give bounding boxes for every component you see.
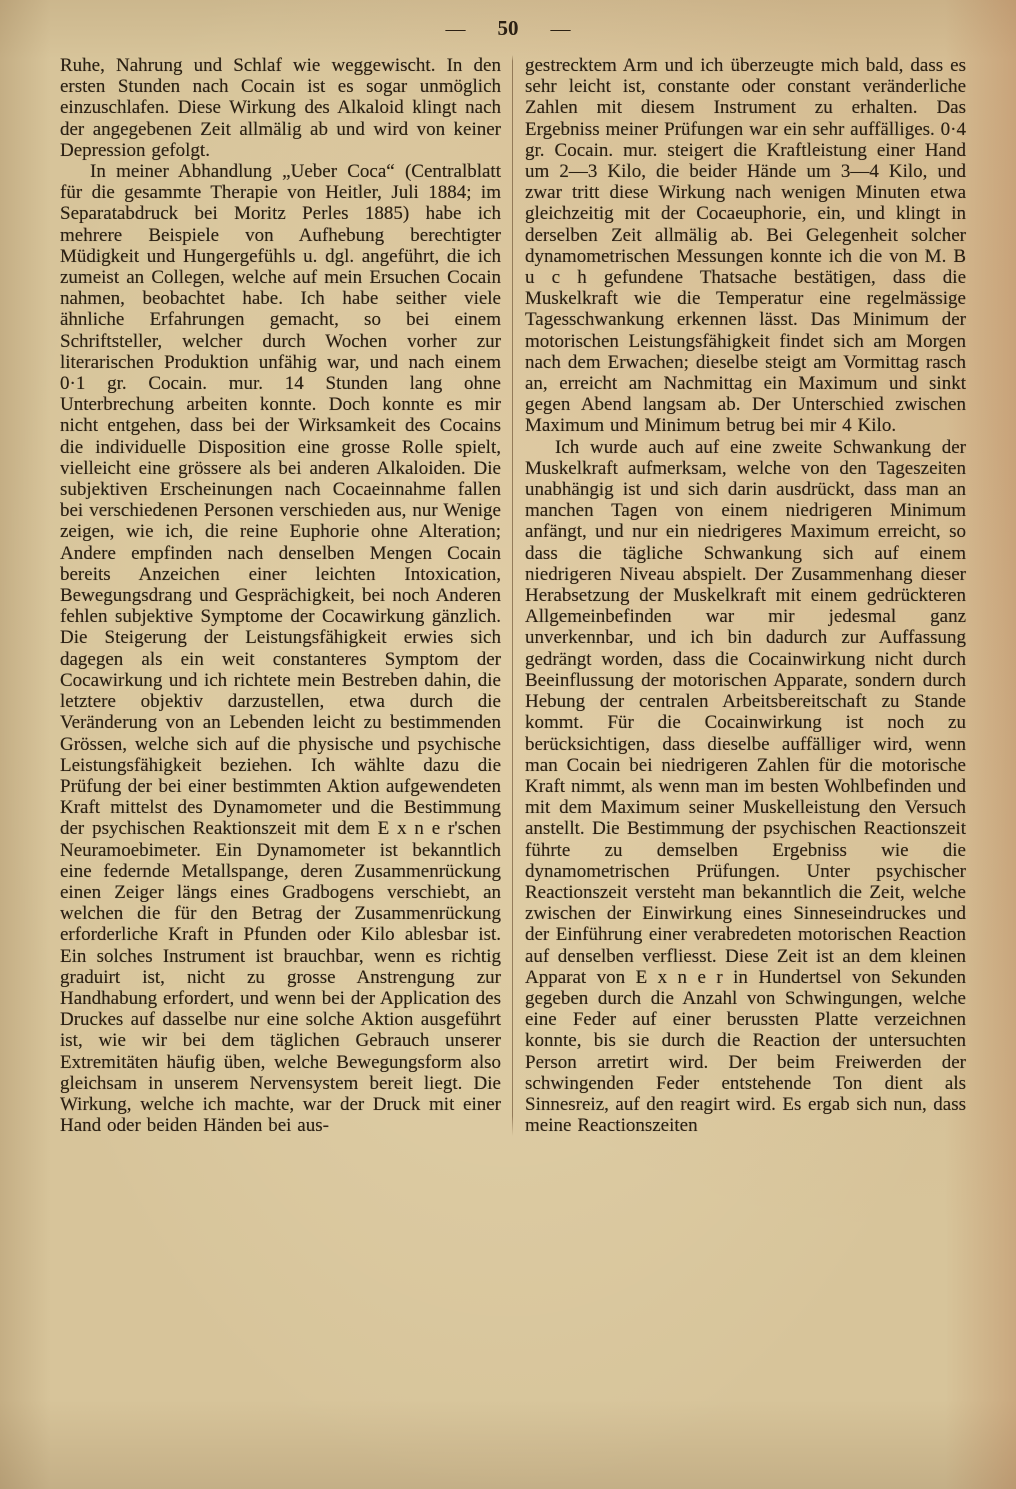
left-column <box>60 55 501 1136</box>
paragraph: Ruhe, Nahrung und Schlaf wie weggewischt. In den ersten Stunden nach Cocain ist es sogar unmöglich einzuschlafen. Diese Wirkung des Alkaloid klingt nach der angegebenen Zeit allmälig ab und wird von keiner Depression gefolgt. <box>60 55 501 161</box>
page-number-dash-left: — <box>445 18 466 40</box>
right-column <box>525 55 966 1136</box>
page-header <box>0 0 1016 41</box>
text-columns <box>0 41 1016 1136</box>
column-divider <box>512 55 513 1136</box>
page-number: 50 <box>497 16 519 40</box>
paragraph: gestrecktem Arm und ich überzeugte mich bald, dass es sehr leicht ist, constante oder constant veränderliche Zahlen mit diesem Instrument zu erhalten. Das Ergebniss meiner Prüfungen war ein sehr auffälliges. 0·4 gr. Cocain. mur. steigert die Kraftleistung einer Hand um 2—3 Kilo, die beider Hände um 3—4 Kilo, und zwar tritt diese Wirkung nach wenigen Minuten etwa gleichzeitig mit der Cocaeuphorie, ein, und klingt in derselben Zeit allmälig ab. Bei Gelegenheit solcher dynamometrischen Messungen konnte ich die von M. B u c h gefundene Thatsache bestätigen, dass die Muskelkraft wie die Temperatur eine regelmässige Tagesschwankung erkennen lässt. Das Minimum der motorischen Leistungsfähigkeit findet sich am Morgen nach dem Erwachen; dieselbe steigt am Vormittag rasch an, erreicht am Nachmittag ein Maximum und sinkt gegen Abend langsam ab. Der Unterschied zwischen Maximum und Minimum betrug bei mir 4 Kilo. <box>525 55 966 437</box>
paragraph: Ich wurde auch auf eine zweite Schwankung der Muskelkraft aufmerksam, welche von den Tageszeiten unabhängig ist und sich darin ausdrückt, dass man an manchen Tagen von einem niedrigeren Minimum anfängt, und nur ein niedrigeres Maximum erreicht, so dass die tägliche Schwankung sich auf einem niedrigeren Niveau abspielt. Der Zusammenhang dieser Herabsetzung der Muskelkraft mit einem gedrückteren Allgemeinbefinden war mir jedesmal ganz unverkennbar, und ich bin dadurch zur Auffassung gedrängt worden, dass die Cocainwirkung nicht durch Beeinflussung der motorischen Apparate, sondern durch Hebung der centralen Arbeitsbereitschaft zu Stande kommt. Für die Cocainwirkung ist noch zu berücksichtigen, dass dieselbe auffälliger wird, wenn man Cocain bei niedrigeren Zahlen für die motorische Kraft nimmt, als wenn man im besten Wohlbefinden und mit dem Maximum seiner Muskelleistung den Versuch anstellt. Die Bestimmung der psychischen Reactionszeit führte zu demselben Ergebniss wie die dynamometrischen Prüfungen. Unter psychischer Reactionszeit versteht man bekanntlich die Zeit, welche zwischen der Einwirkung eines Sinneseindruckes und der Einführung einer verabredeten motorischen Reaction auf denselben verfliesst. Diese Zeit ist an dem kleinen Apparat von E x n e r in Hundertsel von Sekunden gegeben durch die Anzahl von Schwingungen, welche eine Feder auf einer berussten Platte verzeichnen konnte, bis sie durch die Reaction der untersuchten Person arretirt wird. Der beim Freiwerden der schwingenden Feder entstehende Ton dient als Sinnesreiz, auf den reagirt wird. Es ergab sich nun, dass meine Reactionszeiten <box>525 436 966 1137</box>
page-number-dash-right: — <box>550 18 571 40</box>
paragraph: In meiner Abhandlung „Ueber Coca“ (Centralblatt für die gesammte Therapie von Heitler, Juli 1884; im Separatabdruck bei Moritz Perles 1885) habe ich mehrere Beispiele von Aufhebung berechtigter Müdigkeit und Hungergefühls u. dgl. angeführt, die ich zumeist an Collegen, welche auf mein Ersuchen Cocain nahmen, beobachtet habe. Ich habe seither viele ähnliche Erfahrungen gemacht, so bei einem Schriftsteller, welcher durch Wochen vorher zur literarischen Produktion unfähig war, und nach einem 0·1 gr. Cocain. mur. 14 Stunden lang ohne Unterbrechung arbeiten konnte. Doch konnte es mir nicht entgehen, dass bei der Wirksamkeit des Cocains die individuelle Disposition eine grosse Rolle spielt, vielleicht eine grössere als bei anderen Alkaloiden. Die subjektiven Erscheinungen nach Cocaeinnahme fallen bei verschiedenen Personen verschieden aus, nur Wenige zeigen, wie ich, die reine Euphorie ohne Alteration; Andere empfinden nach denselben Mengen Cocain bereits Anzeichen einer leichten Intoxication, Bewegungsdrang und Gesprächigkeit, bei noch Anderen fehlen subjektive Symptome der Cocawirkung gänzlich. Die Steigerung der Leistungsfähigkeit erwies sich dagegen als ein weit constanteres Symptom der Cocawirkung und ich richtete mein Bestreben dahin, die letztere objektiv darzustellen, etwa durch die Veränderung von an Lebenden leicht zu bestimmenden Grössen, welche sich auf die physische und psychische Leistungsfähigkeit beziehen. Ich wählte dazu die Prüfung der bei einer bestimmten Aktion aufgewendeten Kraft mittelst des Dynamometer und die Bestimmung der psychischen Reaktionszeit mit dem E x n e r'schen Neuramoebimeter. Ein Dynamometer ist bekanntlich eine federnde Metallspange, deren Zusammenrückung einen Zeiger längs eines Gradbogens verschiebt, an welchen die für den Betrag der Zusammenrückung erforderliche Kraft in Pfunden oder Kilo ablesbar ist. Ein solches Instrument ist brauchbar, wenn es richtig graduirt ist, nicht zu grosse Anstrengung zur Handhabung erfordert, und wenn bei der Application des Druckes auf dasselbe nur eine solche Aktion ausgeführt ist, wie wir bei dem täglichen Gebrauch unserer Extremitäten häufig üben, welche Bewegungsform also gleichsam in unserem Nervensystem bereit liegt. Die Wirkung, welche ich machte, war der Druck mit einer Hand oder beiden Händen bei aus- <box>60 161 501 1137</box>
